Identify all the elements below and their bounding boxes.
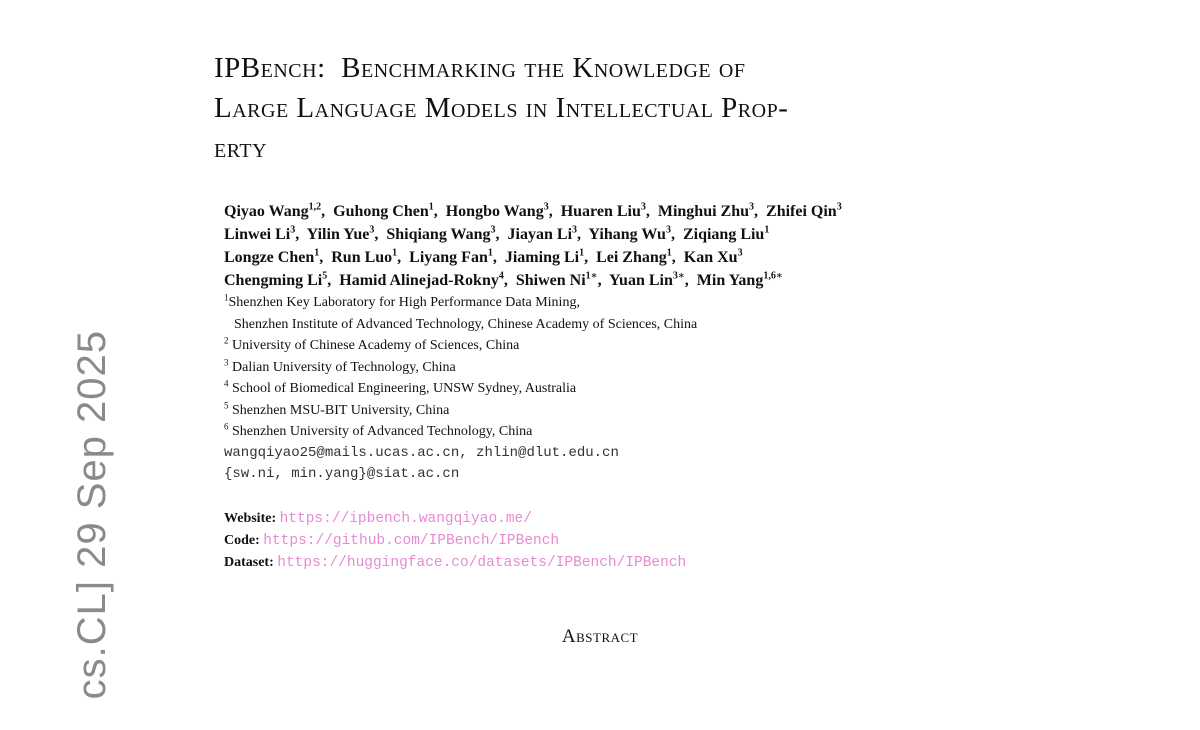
email-line: wangqiyao25@mails.ucas.ac.cn, zhlin@dlut.edu.cn	[224, 444, 619, 461]
author-name: Yilin Yue$^3$	[306, 224, 375, 243]
affiliation-line	[224, 335, 1024, 357]
title-line-2: Large Language Models in Intellectual Prop-	[214, 92, 789, 124]
author-name: Linwei Li$^3$	[224, 224, 296, 243]
author-affiliation-mark: 1∗	[585, 270, 598, 282]
author-affiliation-mark: 1	[666, 247, 672, 259]
affiliation-mark: 3	[224, 356, 229, 367]
affiliation-text: School of Biomedical Engineering, UNSW Sydney, Australia	[232, 381, 577, 396]
author-name: Zhifei Qin$^3$	[766, 201, 842, 220]
author-name: Hongbo Wang$^3$	[445, 201, 549, 220]
author-name: Hamid Alinejad-Rokny$^4$	[339, 270, 504, 289]
website-link-row	[224, 508, 1024, 530]
author-affiliation-mark: 1	[314, 247, 320, 259]
author-name: Jiaming Li$^1$	[504, 247, 585, 266]
affiliation-text: University of Chinese Academy of Sciences, China	[232, 338, 520, 353]
author-affiliation-mark: 4	[498, 270, 504, 282]
author-name: Shiwen $Ni^{1∗}$	[515, 270, 598, 289]
code-label: Code:	[224, 533, 260, 548]
email-line: {sw.ni, min.yang}@siat.ac.cn	[224, 466, 460, 482]
author-name: Lei Zhang$^1$	[596, 247, 672, 266]
author-line: Chengming Li$^5$, Hamid Alinejad-Rokny$^4$, Shiwen $Ni^{1∗}$, Yuan Lin$^{3∗}$, Min Yang$^{1,6∗}$	[224, 270, 783, 289]
affiliation-line	[224, 292, 1024, 314]
title-line-3: erty	[214, 132, 268, 164]
affiliation-mark: 5	[224, 399, 229, 410]
dataset-url[interactable]: https://huggingface.co/datasets/IPBench/IPBench	[277, 555, 687, 571]
author-name: Yihang Wu$^3$	[588, 224, 671, 243]
dataset-label: Dataset:	[224, 555, 274, 570]
author-affiliation-mark: 1,2	[308, 201, 322, 213]
author-name: Huaren Liu$^3$	[560, 201, 646, 220]
author-affiliation-mark: 3	[369, 224, 375, 236]
author-name: Chengming Li$^5$	[224, 270, 328, 289]
author-affiliation-mark: 1	[579, 247, 585, 259]
affiliation-line	[224, 400, 1024, 422]
affiliation-text: Shenzhen Institute of Advanced Technology, Chinese Academy of Sciences, China	[234, 316, 698, 332]
author-affiliation-mark: 1	[487, 247, 493, 259]
code-url[interactable]: https://github.com/IPBench/IPBench	[263, 533, 560, 549]
author-affiliation-mark: 3	[749, 201, 755, 213]
author-name: Yuan Lin$^{3∗}$	[608, 270, 685, 289]
affiliation-mark: 2	[224, 335, 229, 346]
author-affiliation-mark: 3	[737, 247, 743, 259]
affiliations	[224, 292, 1024, 486]
author-affiliation-mark: 3	[640, 201, 646, 213]
affiliation-line	[224, 314, 1024, 336]
author-affiliation-mark: 3	[665, 224, 671, 236]
author-affiliation-mark: 1	[764, 224, 770, 236]
author-name: Guhong Chen$^1$	[333, 201, 434, 220]
affiliation-line	[224, 378, 1024, 400]
affiliation-mark: 1	[224, 292, 229, 303]
affiliation-text: Dalian University of Technology, China	[232, 359, 456, 375]
arxiv-side-stamp: cs.CL] 29 Sep 2025	[70, 330, 114, 700]
website-label: Website:	[224, 511, 277, 526]
dataset-link-row	[224, 552, 1024, 574]
paper-title	[214, 48, 994, 168]
author-affiliation-mark: 3	[543, 201, 549, 213]
affiliation-line	[224, 421, 1024, 443]
author-list	[224, 200, 1024, 292]
author-line: Linwei Li$^3$, Yilin Yue$^3$, Shiqiang Wang$^3$, Jiayan Li$^3$, Yihang Wu$^3$, Ziqiang Liu$^1$	[224, 224, 770, 243]
author-affiliation-mark: 1	[392, 247, 398, 259]
affiliation-text: Shenzhen MSU-BIT University, China	[232, 402, 450, 418]
affiliation-mark: 4	[224, 378, 229, 389]
author-name: Shiqiang Wang$^3$	[386, 224, 496, 243]
author-line: Longze Chen$^1$, Run Luo$^1$, Liyang Fan$^1$, Jiaming Li$^1$, Lei Zhang$^1$, Kan Xu$^3$	[224, 247, 743, 266]
author-name: Qiyao Wang$^{1,2}$	[224, 201, 322, 220]
affiliation-text: Shenzhen University of Advanced Technology, China	[232, 424, 533, 439]
resource-links	[224, 508, 1024, 574]
author-affiliation-mark: 1,6∗	[763, 270, 783, 282]
author-affiliation-mark: 5	[322, 270, 328, 282]
author-affiliation-mark: 3	[290, 224, 296, 236]
title-line-1: IPBench: Benchmarking the Knowledge of	[214, 52, 746, 84]
abstract-heading: Abstract	[561, 626, 639, 647]
author-name: Run Luo$^1$	[331, 247, 398, 266]
author-affiliation-mark: 3	[572, 224, 578, 236]
author-affiliation-mark: 3	[836, 201, 842, 213]
author-affiliation-mark: 3∗	[672, 270, 685, 282]
author-name: Ziqiang Liu$^1$	[682, 224, 770, 243]
author-name: Liyang Fan$^1$	[409, 247, 493, 266]
author-line: Qiyao Wang$^{1,2}$, Guhong Chen$^1$, Hongbo Wang$^3$, Huaren Liu$^3$, Minghui Zhu$^3$, Zhifei Qin$^3$	[224, 201, 842, 220]
author-affiliation-mark: 1	[428, 201, 434, 213]
author-name: Jiayan Li$^3$	[507, 224, 578, 243]
affiliation-mark: 6	[224, 421, 229, 432]
affiliation-line	[224, 357, 1024, 379]
code-link-row	[224, 530, 1024, 552]
website-url[interactable]: https://ipbench.wangqiyao.me/	[279, 511, 532, 527]
author-affiliation-mark: 3	[490, 224, 496, 236]
author-name: Minghui Zhu$^3$	[657, 201, 755, 220]
affiliation-text: Shenzhen Key Laboratory for High Performance Data Mining,	[228, 295, 580, 310]
author-name: Kan Xu$^3$	[683, 247, 743, 266]
author-name: Longze Chen$^1$	[224, 247, 320, 266]
author-name: Min Yang$^{1,6∗}$	[696, 270, 783, 289]
